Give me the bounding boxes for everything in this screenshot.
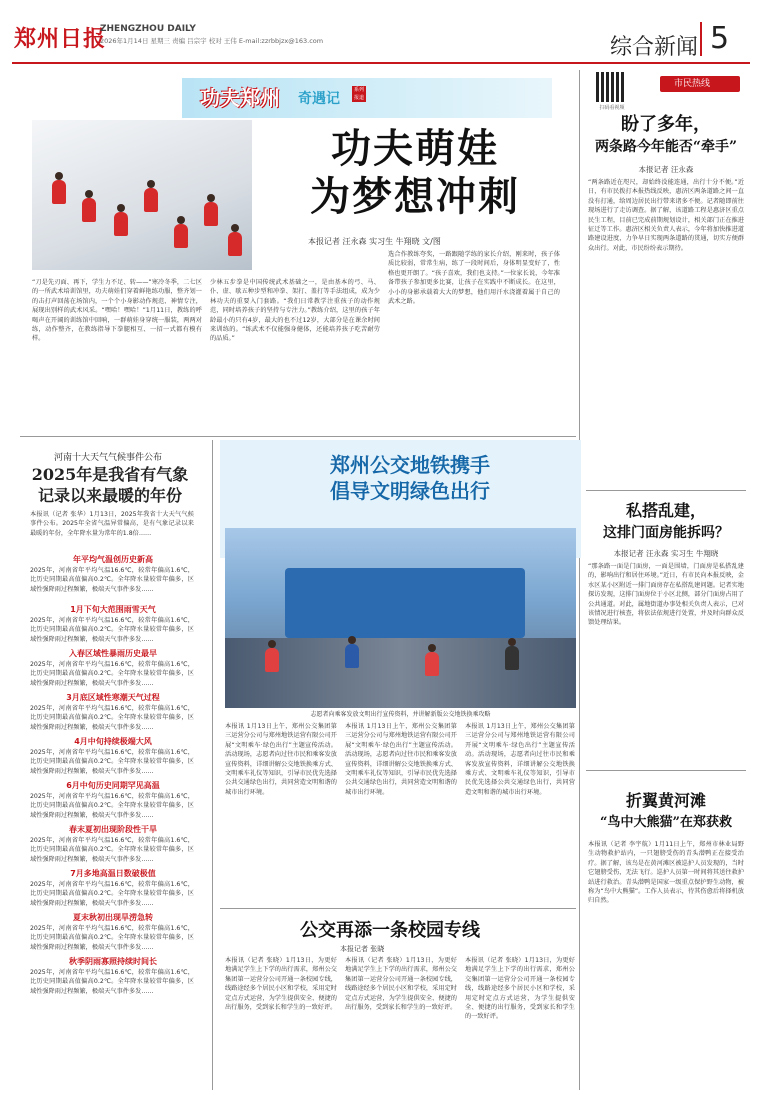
weather-subhead: 春末夏初出现阶段性干旱 (69, 825, 157, 834)
divider (586, 490, 746, 491)
feature-byline: 本报记者 汪永森 实习生 牛翔晓 文/图 (308, 237, 441, 246)
volunteer-figure (265, 648, 279, 672)
feature-body-col2: 少林五步拳是中国传统武术基础之一，是由基本的弓、马、仆、虚、歇五种步型和冲拳、架打、盖打等手法组成，成为少林功夫的重要入门套路。“我们日常教学注重孩子的动作规范，同时培养孩子的坚持与专注力。”教练介绍，这里的孩子年龄最小的只有4岁，最大的也不过12岁，大部分是在课余时间来训练的。“练武术不仅能强身健体，还能培养孩子吃苦耐劳的品质。” (210, 279, 380, 343)
kid-figure (52, 180, 66, 204)
weather-para: 2025年，河南省年平均气温16.6℃，较常年偏高1.6℃，比历史同期最高值偏高0.2℃。全年降水量较常年偏多，区域性强降雨过程频繁，极端天气事件多发…… (30, 567, 194, 593)
right-top-byline: 本报记者 汪永森 (638, 165, 694, 174)
school-body-col1: 本报讯（记者 张晓）1月13日，为更好地满足学生上下学的出行需求，郑州公交集团第一运营分公司开通一条校园专线，线路途经多个居民小区和学校，采用定时定点方式运营，为学生提供安全、便捷的出行服务，受到家长和学生的一致好评。 (225, 957, 337, 1012)
weather-para: 2025年，河南省年平均气温16.6℃，较常年偏高1.6℃，比历史同期最高值偏高0.2℃。全年降水量较常年偏多，区域性强降雨过程频繁，极端天气事件多发…… (30, 969, 194, 995)
subway-photo (225, 528, 576, 708)
qr-code[interactable] (596, 72, 626, 102)
qr-label: 扫码看视频 (599, 105, 625, 111)
feature-body-col1: “刀是先刃面、再下，学生力不足、转——”寒冷冬季，二七区的一所武术培训馆里，功夫萌娃们穿着鲜艳练功服，整齐划一的击打声回荡在场馆内，一个个小身影动作规范、神情专注，展现出别样的武术风采。“嘿哈！嘿哈！”1月11日，教练的呼喝声在开阔的训练馆中回响，一群萌娃身穿统一服装，两两对练，动作整齐，在教练指导下拳腿相互、一招一式都有模有样。 (32, 279, 202, 343)
section-rule (20, 436, 576, 437)
weather-title: 2025年是我省有气象 记录以来最暖的年份 (31, 465, 189, 505)
right-bot-headline: 折翼黄河滩 “鸟中大熊猫”在郑获救 (600, 791, 732, 830)
school-byline: 本报记者 张晓 (340, 945, 385, 953)
kid-figure (228, 232, 242, 256)
weather-subhead: 6月中旬历史同期罕见高温 (66, 781, 160, 790)
weather-kicker: 河南十大天气气候事件公布 (53, 453, 162, 463)
weather-subhead: 夏末秋初出现旱涝急转 (73, 913, 153, 922)
weather-para: 2025年，河南省年平均气温16.6℃，较常年偏高1.6℃，比历史同期最高值偏高0.2℃。全年降水量较常年偏多，区域性强降雨过程频繁，极端天气事件多发…… (30, 705, 194, 731)
column-rule (579, 70, 580, 1090)
kid-figure (114, 212, 128, 236)
page-number: 5 (700, 22, 740, 56)
school-body-col2: 本报讯（记者 张晓）1月13日，为更好地满足学生上下学的出行需求，郑州公交集团第一运营分公司开通一条校园专线，线路途经多个居民小区和学校，采用定时定点方式运营，为学生提供安全、便捷的出行服务，受到家长和学生的一致好评。 (345, 957, 457, 1012)
weather-para: 2025年，河南省年平均气温16.6℃，较常年偏高1.6℃，比历史同期最高值偏高0.2℃。全年降水量较常年偏多，区域性强降雨过程频繁，极端天气事件多发…… (30, 837, 194, 863)
weather-para: 2025年，河南省年平均气温16.6℃，较常年偏高1.6℃，比历史同期最高值偏高0.2℃。全年降水量较常年偏多，区域性强降雨过程频繁，极端天气事件多发…… (30, 793, 194, 819)
kid-figure (204, 202, 218, 226)
newspaper-logo: 郑州日报 (14, 26, 107, 52)
weather-subhead: 3月底区域性寒潮天气过程 (66, 693, 160, 702)
weather-para: 2025年，河南省年平均气温16.6℃，较常年偏高1.6℃，比历史同期最高值偏高0.2℃。全年降水量较常年偏多，区域性强降雨过程频繁，极端天气事件多发…… (30, 925, 194, 951)
school-title: 公交再添一条校园专线 (300, 920, 480, 941)
banner-title: 功夫郑州 (200, 86, 280, 110)
weather-subhead: 1月下旬大范围雨雪天气 (70, 605, 156, 614)
weather-intro: 本报讯（记者 张华）1月13日，2025年我省十大天气气候事件公布。2025年全省气温异常偏高，是有气象记录以来最暖的年份，全年降水量为常年的1.8倍…… (30, 511, 194, 537)
weather-subhead: 年平均气温创历史新高 (73, 555, 153, 564)
right-top-body: “两条路近在咫尺，却始终没能连通，出行十分不便。”近日，有市民拨打本报热线反映，惠济区两条道路之间一直没有打通，给周边居民出行带来诸多不便。记者随即前往现场进行了走访调查。据了解，该道路工程是惠济区重点民生工程，目前已完成前期规划设计，相关部门正在推进征迁等工作。惠济区相关负责人表示，今年将加快推进道路建设进度，力争早日实现两条道路的贯通，切实方便群众出行。对此，市民纷纷表示期待。 (588, 179, 744, 252)
dateline: 2026年1月14日 星期三 责编 吕宗宇 校对 王伟 E-mail:zzrbbjzx@163.com (100, 37, 324, 45)
right-top-headline: 盼了多年， 两条路今年能否“牵手” (594, 114, 738, 155)
weather-para: 2025年，河南省年平均气温16.6℃，较常年偏高1.6℃，比历史同期最高值偏高0.2℃。全年降水量较常年偏多，区域性强降雨过程频繁，极端天气事件多发…… (30, 661, 194, 687)
divider (586, 770, 746, 771)
weather-subhead: 7月多地高温日数破极值 (70, 869, 156, 878)
subway-title: 郑州公交地铁携手 倡导文明绿色出行 (330, 453, 490, 503)
martial-arts-photo (32, 120, 252, 270)
newspaper-name-en: ZHENGZHOU DAILY (100, 24, 196, 34)
right-mid-body: “那条路一面是门面房，一面是围墙，门面房是私搭乱建的，影响出行和居住环境。”近日，有市民向本报反映，金水区某小区附近一排门面房存在私搭乱建问题。记者实地探访发现，这排门面房位于小区北侧，部分门面房占用了公共通道。对此，属地街道办事处相关负责人表示，已对该情况进行核查，将依法依规进行处置，并及时向群众反馈处理结果。 (588, 563, 744, 627)
banner-subtitle: 奇遇记 (298, 91, 340, 107)
volunteer-figure (425, 652, 439, 676)
volunteer-figure (505, 646, 519, 670)
weather-para: 2025年，河南省年平均气温16.6℃，较常年偏高1.6℃，比历史同期最高值偏高0.2℃。全年降水量较常年偏多，区域性强降雨过程频繁，极端天气事件多发…… (30, 881, 194, 907)
weather-subhead: 入春区域性暴雨历史最早 (69, 649, 157, 658)
weather-para: 2025年，河南省年平均气温16.6℃，较常年偏高1.6℃，比历史同期最高值偏高0.2℃。全年降水量较常年偏多，区域性强降雨过程频繁，极端天气事件多发…… (30, 617, 194, 643)
kid-figure (144, 188, 158, 212)
subway-body-col1: 本报讯 1月13日上午，郑州公交集团第三运营分公司与郑州地铁运营有限公司开展“文明乘车·绿色出行”主题宣传活动。活动现场，志愿者向过往市民和乘客发放宣传资料，详细讲解公交地铁换乘方式、文明乘车礼仪等知识，引导市民优先选择公共交通绿色出行，共同营造文明和谐的城市出行环境。 (225, 723, 337, 796)
section-rule (220, 908, 576, 909)
section-title: 综合新闻 (610, 35, 699, 60)
right-mid-byline: 本报记者 汪永森 实习生 牛翔晓 (613, 549, 719, 558)
right-mid-headline: 私搭乱建， 这排门面房能拆吗？ (603, 501, 729, 541)
kid-figure (82, 198, 96, 222)
hotline-tag: 市民热线 (660, 76, 740, 92)
column-rule (212, 440, 213, 1090)
right-bot-body: 本报讯（记者 李宇航）1月11日上午，郑州市林业局野生动物救护站内，一只翅膀受伤的青头潜鸭正在接受治疗。据了解，该鸟是在黄河滩区被巡护人员发现的，当时它翅膀受伤，无法飞行。巡护人员第一时间将其送往救护站进行救治。青头潜鸭是国家一级重点保护野生动物，被称为“鸟中大熊猫”。工作人员表示，待其伤愈后将择机放归自然。 (588, 841, 744, 905)
feature-headline: 功夫萌娃 为梦想冲刺 (310, 125, 520, 220)
weather-subhead: 秋季阴雨寡照持续时间长 (69, 957, 157, 966)
subway-body-col3: 本报讯 1月13日上午，郑州公交集团第三运营分公司与郑州地铁运营有限公司开展“文明乘车·绿色出行”主题宣传活动。活动现场，志愿者向过往市民和乘客发放宣传资料，详细讲解公交地铁换乘方式、文明乘车礼仪等知识，引导市民优先选择公共交通绿色出行，共同营造文明和谐的城市出行环境。 (465, 723, 575, 796)
masthead-rule (12, 62, 750, 64)
kid-figure (174, 224, 188, 248)
volunteer-figure (345, 644, 359, 668)
weather-subhead: 4月中旬持续极端大风 (74, 737, 152, 746)
banner-tag: 系列报道 (353, 87, 364, 101)
school-body-col3: 本报讯（记者 张晓）1月13日，为更好地满足学生上下学的出行需求，郑州公交集团第一运营分公司开通一条校园专线，线路途经多个居民小区和学校，采用定时定点方式运营，为学生提供安全、便捷的出行服务，受到家长和学生的一致好评。 (465, 957, 575, 1021)
feature-body-col3: 选合作教练夸奖，一路跟随学练的家长介绍，刚来时，孩子体质比较弱，常常生病，练了一段时间后，身体明显变好了，性格也更开朗了。“孩子喜欢，我们也支持。”一位家长说，今年准备带孩子参加更多比赛，让孩子在实践中不断成长。在这里，小小的身影承载着大大的梦想，他们用汗水浇灌着属于自己的武术之路。 (388, 251, 560, 306)
subway-body-col2: 本报讯 1月13日上午，郑州公交集团第三运营分公司与郑州地铁运营有限公司开展“文明乘车·绿色出行”主题宣传活动。活动现场，志愿者向过往市民和乘客发放宣传资料，详细讲解公交地铁换乘方式、文明乘车礼仪等知识，引导市民优先选择公共交通绿色出行，共同营造文明和谐的城市出行环境。 (345, 723, 457, 796)
subway-caption: 志愿者向乘客发放文明出行宣传资料，并讲解新版公交地铁换乘攻略 (310, 711, 491, 718)
weather-para: 2025年，河南省年平均气温16.6℃，较常年偏高1.6℃，比历史同期最高值偏高0.2℃。全年降水量较常年偏多，区域性强降雨过程频繁，极端天气事件多发…… (30, 749, 194, 775)
